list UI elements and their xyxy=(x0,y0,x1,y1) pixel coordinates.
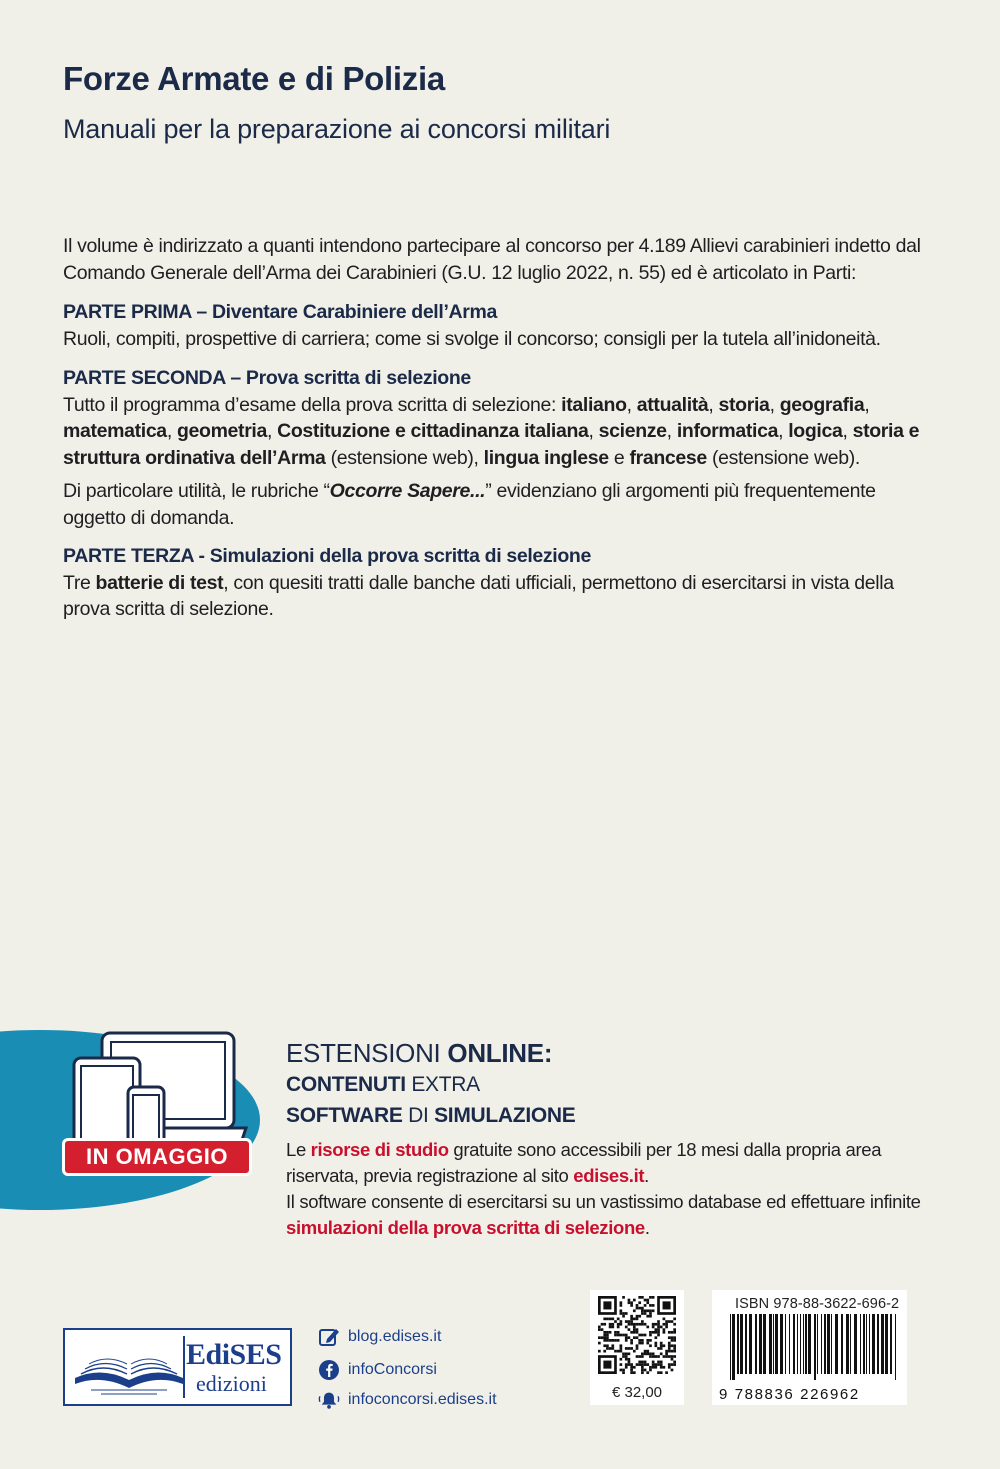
extensions-software-line: SOFTWARE DI SIMULAZIONE xyxy=(286,1104,576,1127)
info-link-text: infoconcorsi.edises.it xyxy=(348,1391,497,1408)
part-two-note: Di particolare utilità, le rubriche “Occorre Sapere...” evidenziano gli argomenti più frequentemente oggetto di domanda. xyxy=(63,480,876,529)
facebook-link-text: infoConcorsi xyxy=(348,1361,437,1378)
extensions-content-line: CONTENUTI EXTRA xyxy=(286,1073,480,1096)
extensions-description xyxy=(286,1137,946,1241)
logo-divider xyxy=(183,1336,185,1398)
price-label: € 32,00 xyxy=(611,1384,663,1401)
info-link[interactable] xyxy=(318,1389,497,1411)
part-two-heading: PARTE SECONDA – Prova scritta di selezione xyxy=(63,367,471,389)
part-three-heading: PARTE TERZA - Simulazioni della prova scritta di selezione xyxy=(63,545,591,567)
barcode xyxy=(730,1314,898,1380)
part-two-text: Tutto il programma d’esame della prova scritta di selezione: italiano, attualità, storia, geografia, matematica, geometria, Costituzione e cittadinanza italiana, scienze, informatica, logica, storia e struttura ordinativa dell’Arma (estensione web), lingua inglese e francese (estensione web). xyxy=(63,393,920,469)
extensions-heading: ESTENSIONI ONLINE: xyxy=(286,1038,553,1068)
isbn-label: ISBN 978-88-3622-696-2 xyxy=(735,1296,900,1312)
facebook-icon xyxy=(318,1359,340,1381)
part-three xyxy=(63,543,923,623)
blog-link-text: blog.edises.it xyxy=(348,1328,442,1345)
part-one-text: Ruoli, compiti, prospettive di carriera; come si svolge il concorso; consigli per la tutela all’inidoneità. xyxy=(63,327,881,350)
qr-code xyxy=(594,1296,680,1374)
part-two xyxy=(63,365,923,531)
intro-text: Il volume è indirizzato a quanti intendono partecipare al concorso per 4.189 Allievi carabinieri indetto dal Comando Generale dell’Arma dei Carabinieri (G.U. 12 luglio 2022, n. 55) ed è articolato in Parti: xyxy=(63,235,921,284)
logo-subtitle: edizioni xyxy=(196,1371,267,1396)
edises-link[interactable]: edises.it xyxy=(573,1165,645,1186)
isbn-digits: 9 788836 226962 xyxy=(719,1386,860,1403)
logo-name: EdiSES xyxy=(186,1338,282,1371)
blog-link[interactable] xyxy=(318,1326,441,1348)
bell-icon xyxy=(318,1389,340,1411)
page-title: Forze Armate e di Polizia xyxy=(63,60,445,97)
part-one-heading: PARTE PRIMA – Diventare Carabiniere dell’Arma xyxy=(63,301,497,323)
facebook-link[interactable] xyxy=(318,1359,437,1381)
page-subtitle: Manuali per la preparazione ai concorsi militari xyxy=(63,114,611,144)
intro-paragraph xyxy=(63,233,923,286)
extensions-software-text: Il software consente di esercitarsi su un vastissimo database ed effettuare infinite simulazioni della prova scritta di selezione. xyxy=(286,1191,921,1238)
in-omaggio-badge: IN OMAGGIO xyxy=(62,1138,252,1176)
extensions-resources-text: Le risorse di studio gratuite sono accessibili per 18 mesi dalla propria area riservata, previa registrazione al sito edises.it. xyxy=(286,1139,882,1186)
book-logo-icon xyxy=(71,1338,187,1398)
edit-icon xyxy=(318,1326,340,1348)
part-three-text: Tre batterie di test, con quesiti tratti dalle banche dati ufficiali, permettono di esercitarsi in vista della prova scritta di selezione. xyxy=(63,571,894,620)
part-one xyxy=(63,299,923,352)
